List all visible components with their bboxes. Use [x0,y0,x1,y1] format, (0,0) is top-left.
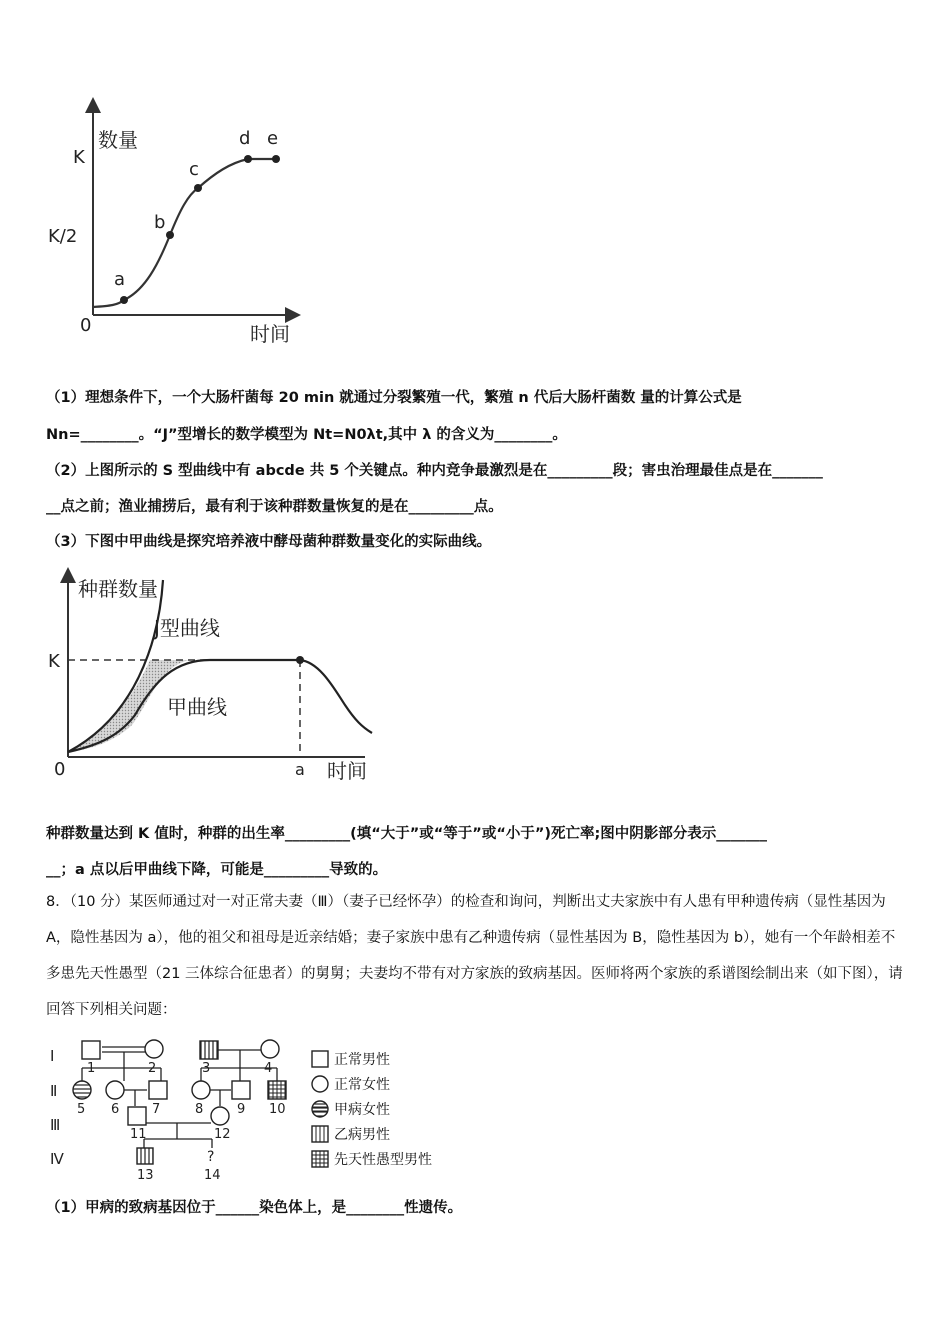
point-d [244,155,252,163]
legend-normal-female-label: 正常女性 [334,1076,390,1093]
point-b [166,231,174,239]
label-c: c [189,159,199,180]
q8-1-line1: （1）甲病的致病基因位于______染色体上，是________性遗传。 [46,1200,463,1216]
gen-IV: Ⅳ [50,1150,64,1168]
q3-line1: （3）下图中甲曲线是探究培养液中酵母菌种群数量变化的实际曲线。 [46,534,492,550]
label-a: a [114,269,126,290]
label-3: 3 [202,1061,211,1076]
q3b-line2: __；a 点以后甲曲线下降，可能是_________导致的。 [46,862,388,878]
IV-13-disease-b-male [137,1148,153,1164]
disease-a-female-icon [310,1099,330,1119]
q3b-line1: 种群数量达到 K 值时，种群的出生率_________(填“大于”或“等于”或“小于”)死亡率;图中阴影部分表示_______ [46,826,768,842]
I-3-disease-b-male [200,1041,218,1059]
legend-down-male [310,1146,432,1171]
q1-line1: （1）理想条件下，一个大肠杆菌每 20 min 就通过分裂繁殖一代，繁殖 n 代后大肠杆菌数 量的计算公式是 [46,390,742,406]
point-a [120,296,128,304]
label-b: b [154,212,166,233]
s-curve-figure [40,95,320,355]
q2-line2: __点之前；渔业捕捞后，最有利于该种群数量恢复的是在_________点。 [46,499,503,515]
legend-disease-b-male [310,1121,432,1146]
x-axis-label: 时间 [327,759,367,783]
label-10: 10 [269,1102,286,1117]
jia-curve-label: 甲曲线 [167,695,227,719]
I-2-normal-female [145,1040,163,1058]
gen-II: Ⅱ [50,1082,58,1100]
legend-normal-female [310,1071,432,1096]
tick-a: a [295,760,305,779]
down-male-icon [310,1149,330,1169]
legend-normal-male [310,1046,432,1071]
II-10-down-male [268,1081,286,1099]
label-1: 1 [87,1061,96,1076]
gen-III: Ⅲ [50,1116,61,1134]
label-2: 2 [148,1061,157,1076]
II-8-normal-female [192,1081,210,1099]
tick-k2: K/2 [48,226,78,247]
point-e [272,155,280,163]
normal-female-icon [310,1074,330,1094]
I-4-normal-female [261,1040,279,1058]
pedigree-chart [44,1036,304,1186]
legend-disease-a-female [310,1096,432,1121]
y-axis-label: 种群数量 [78,577,158,601]
legend-down-male-label: 先天性愚型男性 [334,1151,432,1168]
III-12-normal-female [211,1107,229,1125]
q8-paragraph: 8．（10 分）某医师通过对一对正常夫妻（Ⅲ）（妻子已经怀孕）的检查和询问，判断出丈夫家族中有人患有甲种遗传病（显性基因为 A，隐性基因为 a），他的祖父和祖母是近亲结婚；妻子家族中患有乙种遗传病（显性基因为 B，隐性基因为 b），她有一个年龄相差不多患先天性愚型（21 三体综合征患者）的舅舅；夫妻均不带有对方家族的致病基因。医师将两个家族的系谱图绘制出来（如下图），请回答下列相关问题： [46,894,903,1018]
x-axis-label: 时间 [250,322,290,346]
legend-normal-male-label: 正常男性 [334,1051,390,1068]
q2-line1: （2）上图所示的 S 型曲线中有 abcde 共 5 个关键点。种内竞争最激烈是在_________段；害虫治理最佳点是在_______ [46,463,823,479]
label-14: 14 [204,1168,221,1183]
label-7: 7 [152,1102,161,1117]
II-9-normal-male [232,1081,250,1099]
origin-label: 0 [54,759,66,780]
j-curve-figure [40,565,390,790]
label-8: 8 [195,1102,204,1117]
label-d: d [239,128,251,149]
point-a-on-curve [296,656,304,664]
origin-label: 0 [80,315,92,336]
II-6-normal-female [106,1081,124,1099]
IV-14-unknown: ? [207,1149,215,1165]
legend-disease-a-female-label: 甲病女性 [334,1101,390,1118]
gen-I: Ⅰ [50,1047,55,1065]
j-curve-label: J型曲线 [154,616,220,640]
y-axis-label: 数量 [98,128,138,152]
label-13: 13 [137,1168,154,1183]
label-4: 4 [264,1061,273,1076]
I-1-normal-male [82,1041,100,1059]
label-12: 12 [214,1127,231,1142]
III-11-normal-male [128,1107,146,1125]
disease-b-male-icon [310,1124,330,1144]
normal-male-icon [310,1049,330,1069]
tick-k: K [48,651,60,672]
label-e: e [267,128,279,149]
point-c [194,184,202,192]
q1-line2: Nn=________。“J”型增长的数学模型为 Nt=N0λt,其中 λ 的含义为________。 [46,427,567,443]
label-6: 6 [111,1102,120,1117]
label-9: 9 [237,1102,246,1117]
legend-disease-b-male-label: 乙病男性 [334,1126,390,1143]
II-5-disease-a-female [73,1081,91,1099]
II-7-normal-male [149,1081,167,1099]
tick-k: K [73,147,85,168]
pedigree-legend [310,1046,432,1171]
label-11: 11 [130,1127,147,1142]
label-5: 5 [77,1102,86,1117]
